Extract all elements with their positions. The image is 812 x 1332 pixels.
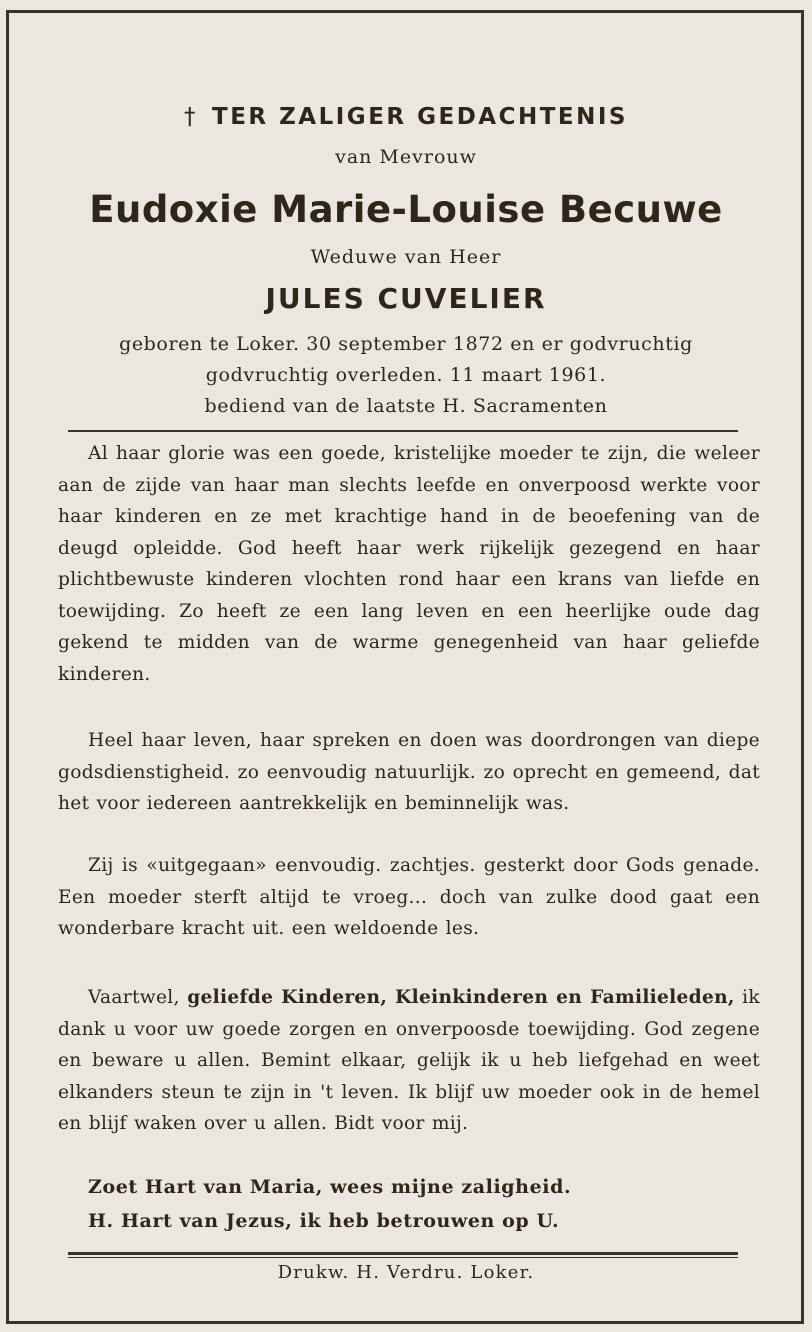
paragraph-text [58, 982, 760, 1140]
deceased-name: Eudoxie Marie-Louise Becuwe [89, 188, 723, 231]
printer-credit: Drukw. H. Verdru. Loker. [277, 1262, 535, 1283]
heading-text: TER ZALIGER GEDACHTENIS [212, 104, 628, 130]
paragraph-glory [58, 438, 760, 690]
bio-line-death: godvruchtig overleden. 11 maart 1961. [205, 364, 607, 386]
husband-name: JULES CUVELIER [265, 282, 547, 315]
divider-bottom-thin [68, 1257, 738, 1258]
prayer-jezus-invocation: H. Hart van Jezus, [88, 1210, 293, 1232]
paragraph-farewell [58, 982, 760, 1140]
paragraph-text: Zij is «uitgegaan» eenvoudig. zachtjes. gesterkt door Gods genade. Een moeder sterft altijd te vroeg... doch van zulke dood gaat een wonderbare kracht uit. een weldoende les. [58, 855, 760, 939]
farewell-rest: ik dank u voor uw goede zorgen en onverpoosde toewijding. God zegene en beware u allen. Bemint elkaar, gelijk ik u heb liefgehad en weet elkanders steun te zijn in 't leven. Ik blijf uw moeder ook in de hemel en blijf waken over u allen. Bidt voor mij. [58, 987, 760, 1134]
divider-bottom [68, 1252, 738, 1255]
prayer-jezus [88, 1210, 559, 1232]
prayer-maria-invocation: Zoet Hart van Maria, [88, 1176, 323, 1198]
paragraph-departure [58, 850, 760, 945]
prayer-maria [88, 1176, 571, 1198]
paragraph-text: Heel haar leven, haar spreken en doen was doordrongen van diepe godsdienstigheid. zo eenvoudig natuurlijk. zo oprecht en gemeend, dat het voor iedereen aantrekkelijk en beminnelijk was. [58, 730, 760, 814]
cross-icon: † [184, 104, 198, 130]
memorial-heading [0, 104, 812, 130]
paragraph-text: Al haar glorie was een goede, kristelijke moeder te zijn, die weleer aan de zijde van haar man slechts leefde en onverpoosd werkte voor haar kinderen en ze met krachtige hand in de beoefening van de deugd opleidde. God heeft haar werk rijkelijk gezegend en haar plichtbewuste kinderen vlochten rond haar een krans van liefde en toewijding. Zo heeft ze een lang leven en een heerlijke oude dag gekend te midden van de warme genegenheid van haar geliefde kinderen. [58, 443, 760, 685]
prayer-maria-plea: wees mijne zaligheid. [322, 1176, 572, 1198]
farewell-family: geliefde Kinderen, Kleinkinderen en Familieleden, [187, 987, 735, 1008]
farewell-start: Vaartwel, [88, 987, 188, 1008]
relation-line: Weduwe van Heer [310, 246, 502, 268]
salutation: van Mevrouw [335, 146, 477, 168]
paragraph-life [58, 725, 760, 820]
prayer-jezus-plea: ik heb betrouwen op U. [292, 1210, 560, 1232]
divider-top [68, 430, 738, 432]
bio-line-sacraments: bediend van de laatste H. Sacramenten [204, 395, 608, 417]
bio-line-birth: geboren te Loker. 30 september 1872 en er godvruchtig [119, 333, 693, 355]
